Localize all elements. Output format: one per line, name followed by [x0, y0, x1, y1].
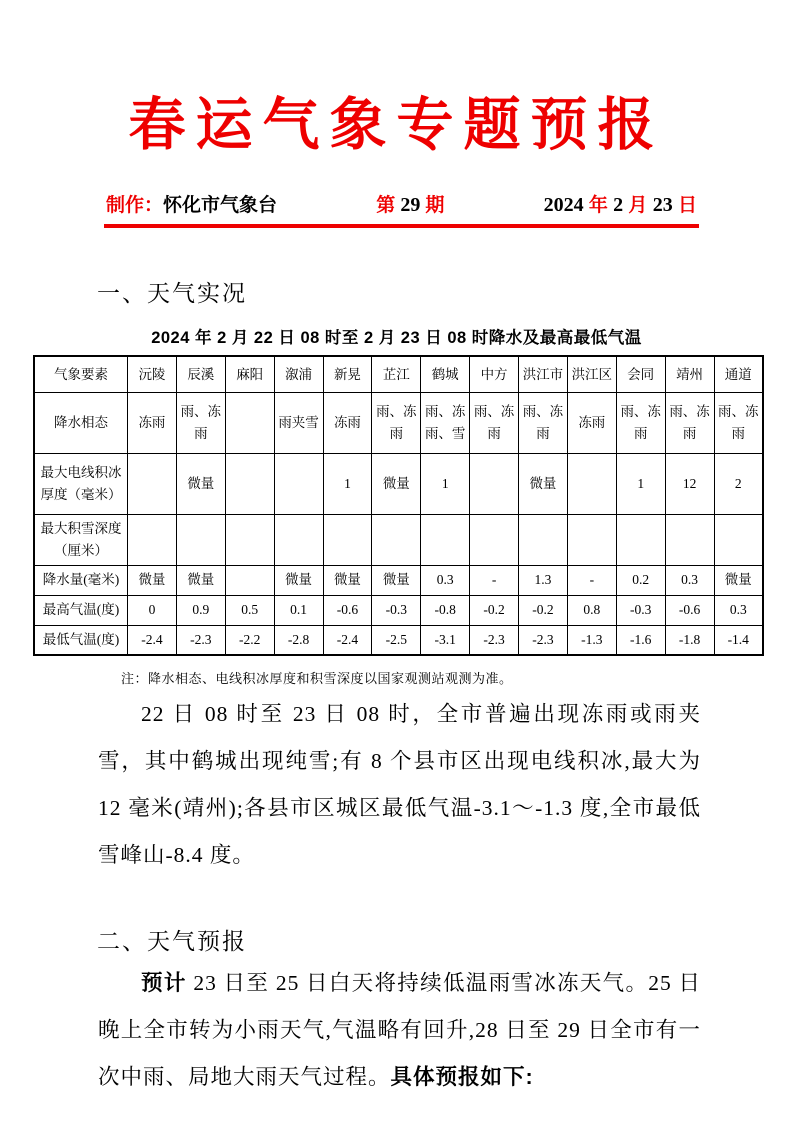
table-cell: 0.3 — [714, 595, 763, 625]
table-cell — [470, 514, 519, 565]
table-cell — [519, 514, 568, 565]
table-row — [34, 565, 763, 595]
text-segment: 制作： — [106, 195, 164, 217]
table-cell: 冻雨 — [128, 392, 177, 453]
table-row — [34, 514, 763, 565]
table-cell: -0.3 — [616, 595, 665, 625]
text-segment: 月 — [623, 195, 653, 217]
table-cell: 雨、冻雨 — [519, 392, 568, 453]
table-cell: 雨夹雪 — [274, 392, 323, 453]
table-cell — [128, 453, 177, 514]
table-cell: -0.8 — [421, 595, 470, 625]
table-cell: -2.4 — [323, 625, 372, 655]
masthead-producer — [106, 190, 277, 217]
table-cell: 微量 — [323, 565, 372, 595]
table-cell — [616, 514, 665, 565]
column-header-station: 溆浦 — [274, 356, 323, 392]
text-segment: 22 日 08 时至 23 日 08 时，全市普遍出现冻雨或雨夹雪，其中鹤城出现纯雪;有 8 个县市区出现电线积冰,最大为 12 毫米(靖州);各县市区城区最低气温-3.1～-1.3 度,全市最低雪峰山-8.4 度。 — [98, 702, 701, 868]
table-cell: 1 — [421, 453, 470, 514]
table-cell: 0.2 — [616, 565, 665, 595]
table-row — [34, 392, 763, 453]
table-cell: 雨、冻雨 — [470, 392, 519, 453]
table-cell: 微量 — [128, 565, 177, 595]
table-cell — [225, 514, 274, 565]
table-cell: -1.3 — [567, 625, 616, 655]
masthead — [106, 190, 697, 217]
table-cell: -1.8 — [665, 625, 714, 655]
table-cell — [665, 514, 714, 565]
table-cell: -2.5 — [372, 625, 421, 655]
text-segment: 日 — [672, 195, 697, 217]
row-label: 最低气温(度) — [34, 625, 128, 655]
table-cell: 微量 — [176, 565, 225, 595]
table-cell: 0.3 — [421, 565, 470, 595]
table-cell: 2 — [714, 453, 763, 514]
table-cell: -2.3 — [176, 625, 225, 655]
table-cell: -0.3 — [372, 595, 421, 625]
table-cell: 微量 — [372, 453, 421, 514]
table-cell: 雨、冻雨、雪 — [421, 392, 470, 453]
weather-table-head — [34, 356, 763, 392]
table-cell — [128, 514, 177, 565]
table-cell: -3.1 — [421, 625, 470, 655]
table-cell: -0.6 — [323, 595, 372, 625]
text-segment: 23 日至 25 日白天将持续低温雨雪冰冻天气。25 日晚上全市转为小雨天气,气温略有回升,28 日至 29 日全市有一次中雨、局地大雨天气过程。 — [98, 971, 701, 1090]
column-header-station: 洪江区 — [567, 356, 616, 392]
table-cell: 0.9 — [176, 595, 225, 625]
table-cell: -2.3 — [470, 625, 519, 655]
table-cell — [323, 514, 372, 565]
table-cell: - — [470, 565, 519, 595]
text-segment: 23 — [652, 194, 673, 217]
table-cell — [567, 453, 616, 514]
table-cell — [225, 453, 274, 514]
weather-actual-paragraph — [98, 691, 701, 879]
table-cell — [372, 514, 421, 565]
table-cell: -1.6 — [616, 625, 665, 655]
table-cell: 0.5 — [225, 595, 274, 625]
column-header-station: 辰溪 — [176, 356, 225, 392]
section-heading-forecast: 二、天气预报 — [97, 928, 247, 955]
table-cell — [225, 392, 274, 453]
column-header-station: 新晃 — [323, 356, 372, 392]
table-cell: 微量 — [372, 565, 421, 595]
table-cell: 冻雨 — [567, 392, 616, 453]
weather-observation-table — [33, 355, 764, 656]
text-segment: 2 — [613, 194, 624, 217]
table-cell: 雨、冻雨 — [372, 392, 421, 453]
document-title: 春运气象专题预报 — [128, 94, 665, 157]
header-divider-rule — [104, 224, 699, 228]
column-header-station: 沅陵 — [128, 356, 177, 392]
table-cell: -2.8 — [274, 625, 323, 655]
table-cell: 雨、冻雨 — [665, 392, 714, 453]
table-cell: 0.8 — [567, 595, 616, 625]
table-header-row — [34, 356, 763, 392]
column-header-station: 洪江市 — [519, 356, 568, 392]
text-segment: 具体预报如下: — [390, 1065, 534, 1090]
table-cell: -0.6 — [665, 595, 714, 625]
text-segment: 2024 — [543, 194, 584, 217]
row-label: 降水相态 — [34, 392, 128, 453]
column-header-station: 会同 — [616, 356, 665, 392]
table-cell: 雨、冻雨 — [714, 392, 763, 453]
table-cell: 微量 — [519, 453, 568, 514]
table-cell — [567, 514, 616, 565]
column-header-station: 鹤城 — [421, 356, 470, 392]
text-segment: 第 — [376, 195, 396, 217]
table-cell: -0.2 — [519, 595, 568, 625]
table-cell — [714, 514, 763, 565]
row-label: 最大电线积冰厚度（毫米） — [34, 453, 128, 514]
table-cell: 1 — [323, 453, 372, 514]
weather-table-title: 2024 年 2 月 22 日 08 时至 2 月 23 日 08 时降水及最高最低气温 — [151, 329, 642, 348]
table-cell — [274, 453, 323, 514]
row-label: 降水量(毫米) — [34, 565, 128, 595]
table-cell: 0.1 — [274, 595, 323, 625]
table-cell: 1.3 — [519, 565, 568, 595]
table-cell: -2.3 — [519, 625, 568, 655]
table-cell — [225, 565, 274, 595]
column-header-station: 通道 — [714, 356, 763, 392]
table-cell: -2.2 — [225, 625, 274, 655]
table-footnote: 注：降水相态、电线积冰厚度和积雪深度以国家观测站观测为准。 — [121, 671, 513, 687]
table-cell: -0.2 — [470, 595, 519, 625]
table-cell: 冻雨 — [323, 392, 372, 453]
column-header-station: 芷江 — [372, 356, 421, 392]
document-page — [0, 92, 793, 1122]
section-heading-weather-actual: 一、天气实况 — [97, 280, 247, 307]
text-segment: 怀化市气象台 — [163, 195, 278, 217]
table-cell: 微量 — [274, 565, 323, 595]
text-segment: 29 — [395, 194, 426, 217]
table-cell: 0 — [128, 595, 177, 625]
table-cell: 0.3 — [665, 565, 714, 595]
table-cell: 微量 — [714, 565, 763, 595]
masthead-issue-number — [376, 190, 444, 217]
table-cell: 1 — [616, 453, 665, 514]
table-row — [34, 453, 763, 514]
masthead-date — [544, 190, 697, 217]
table-row — [34, 625, 763, 655]
table-cell: 雨、冻雨 — [616, 392, 665, 453]
column-header-element: 气象要素 — [34, 356, 128, 392]
table-cell: 雨、冻雨 — [176, 392, 225, 453]
table-cell: -1.4 — [714, 625, 763, 655]
table-cell — [176, 514, 225, 565]
column-header-station: 麻阳 — [225, 356, 274, 392]
table-cell — [470, 453, 519, 514]
table-cell — [274, 514, 323, 565]
table-cell: -2.4 — [128, 625, 177, 655]
column-header-station: 靖州 — [665, 356, 714, 392]
text-segment: 预计 — [141, 971, 187, 996]
weather-table-body — [34, 392, 763, 655]
text-segment: 年 — [583, 195, 614, 217]
row-label: 最大积雪深度（厘米） — [34, 514, 128, 565]
table-row — [34, 595, 763, 625]
column-header-station: 中方 — [470, 356, 519, 392]
row-label: 最高气温(度) — [34, 595, 128, 625]
table-cell: 微量 — [176, 453, 225, 514]
forecast-paragraph — [98, 960, 701, 1101]
table-cell: 12 — [665, 453, 714, 514]
table-cell — [421, 514, 470, 565]
table-cell: - — [567, 565, 616, 595]
text-segment: 期 — [425, 195, 445, 217]
